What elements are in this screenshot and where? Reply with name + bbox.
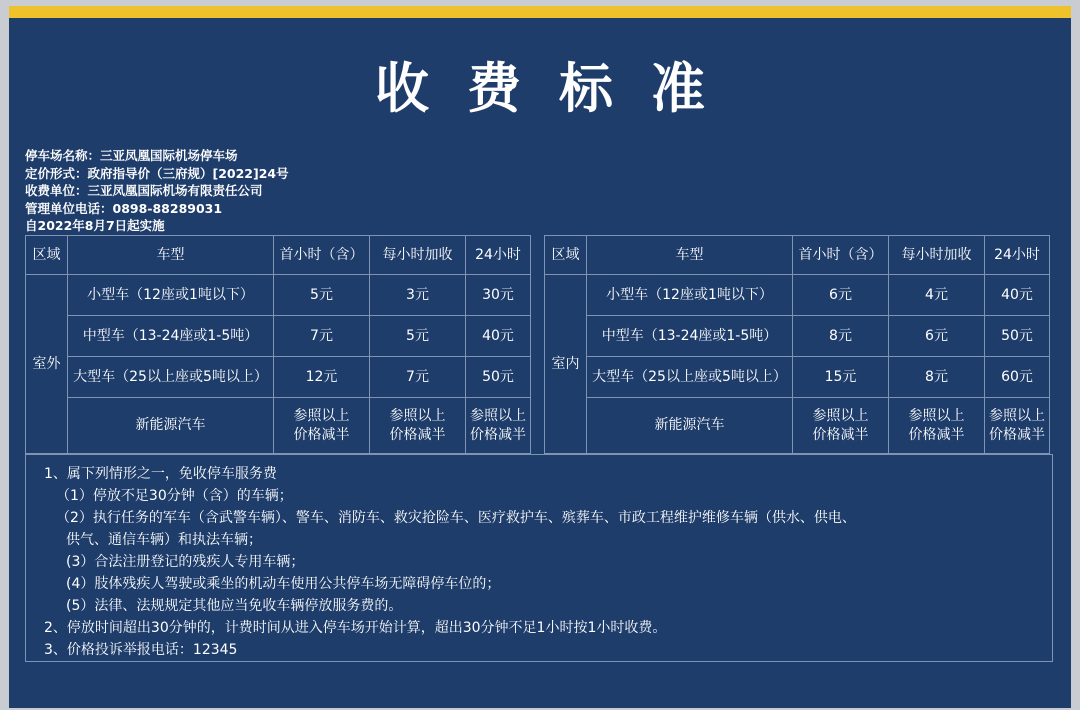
note-1-item-5: (5）法律、法规规定其他应当免收车辆停放服务费的。 xyxy=(66,598,403,614)
day-cap-cell: 40元 xyxy=(985,275,1050,316)
day-cap-cell: 30元 xyxy=(466,275,531,316)
header-per-hour: 每小时加收 xyxy=(889,236,985,275)
per-hour-cell xyxy=(370,398,466,454)
half-price-line2: 价格减半 xyxy=(389,426,446,443)
note-2: 2、停放时间超出30分钟的，计费时间从进入停车场开始计算，超出30分钟不足1小时按1小时收费。 xyxy=(44,620,667,636)
header-first-hour: 首小时（含） xyxy=(274,236,370,275)
day-cap-cell xyxy=(985,398,1050,454)
per-hour-cell: 5元 xyxy=(370,316,466,357)
header-vehicle-type: 车型 xyxy=(587,236,793,275)
first-hour-cell: 12元 xyxy=(274,357,370,398)
table-row xyxy=(26,316,531,357)
half-price-line1: 参照以上 xyxy=(908,407,965,424)
note-1: 1、属下列情形之一，免收停车服务费 xyxy=(44,466,277,482)
area-cell: 室外 xyxy=(26,275,68,454)
note-1-item-3: (3）合法注册登记的残疾人专用车辆； xyxy=(66,554,305,570)
note-1-item-4: (4）肢体残疾人驾驶或乘坐的机动车使用公共停车场无障碍停车位的； xyxy=(66,576,501,592)
outdoor-fee-table xyxy=(25,235,531,454)
info-effective-date: 自2022年8月7日起实施 xyxy=(25,218,165,234)
half-price-line2: 价格减半 xyxy=(908,426,965,443)
header-vehicle-type: 车型 xyxy=(68,236,274,275)
half-price-line2: 价格减半 xyxy=(293,426,350,443)
info-parking-name: 停车场名称：三亚凤凰国际机场停车场 xyxy=(25,148,238,163)
half-price-line1: 参照以上 xyxy=(470,407,526,424)
half-price-line1: 参照以上 xyxy=(389,407,446,424)
table-row xyxy=(26,275,531,316)
per-hour-cell: 3元 xyxy=(370,275,466,316)
per-hour-cell: 4元 xyxy=(889,275,985,316)
half-price-line1: 参照以上 xyxy=(812,407,869,424)
table-row-new-energy xyxy=(26,398,531,454)
table-row xyxy=(26,357,531,398)
page-title: 收费标准 xyxy=(375,57,743,120)
first-hour-cell: 5元 xyxy=(274,275,370,316)
table-row xyxy=(545,357,1050,398)
header-first-hour: 首小时（含） xyxy=(793,236,889,275)
parking-info xyxy=(25,147,289,235)
per-hour-cell xyxy=(889,398,985,454)
note-1-item-1: （1）停放不足30分钟（含）的车辆； xyxy=(56,488,293,504)
day-cap-cell: 60元 xyxy=(985,357,1050,398)
per-hour-cell: 6元 xyxy=(889,316,985,357)
header-per-hour: 每小时加收 xyxy=(370,236,466,275)
day-cap-cell: 50元 xyxy=(466,357,531,398)
header-24-hours: 24小时 xyxy=(466,236,531,275)
first-hour-cell xyxy=(274,398,370,454)
table-row xyxy=(545,316,1050,357)
note-1-item-2: （2）执行任务的军车（含武警车辆）、警车、消防车、救灾抢险车、医疗救护车、殡葬车、市政工程维护维修车辆（供水、供电、 xyxy=(56,510,856,526)
first-hour-cell: 7元 xyxy=(274,316,370,357)
half-price-line2: 价格减半 xyxy=(812,426,869,443)
vehicle-type-cell: 中型车（13-24座或1-5吨） xyxy=(587,316,793,357)
day-cap-cell xyxy=(466,398,531,454)
first-hour-cell xyxy=(793,398,889,454)
fee-standard-board xyxy=(9,6,1071,708)
notes-box xyxy=(25,454,1053,662)
half-price-line1: 参照以上 xyxy=(293,407,350,424)
per-hour-cell: 7元 xyxy=(370,357,466,398)
header-area: 区域 xyxy=(26,236,68,275)
day-cap-cell: 40元 xyxy=(466,316,531,357)
half-price-line1: 参照以上 xyxy=(989,407,1045,424)
vehicle-type-cell: 大型车（25以上座或5吨以上） xyxy=(68,357,274,398)
area-cell: 室内 xyxy=(545,275,587,454)
first-hour-cell: 6元 xyxy=(793,275,889,316)
vehicle-type-cell: 中型车（13-24座或1-5吨） xyxy=(68,316,274,357)
info-charging-unit: 收费单位：三亚凤凰国际机场有限责任公司 xyxy=(25,183,263,199)
info-phone: 管理单位电话：0898-88289031 xyxy=(25,200,223,216)
half-price-line2: 价格减半 xyxy=(989,426,1045,443)
vehicle-type-cell: 小型车（12座或1吨以下） xyxy=(68,275,274,316)
vehicle-type-cell: 小型车（12座或1吨以下） xyxy=(587,275,793,316)
vehicle-type-cell: 新能源汽车 xyxy=(68,398,274,454)
per-hour-cell: 8元 xyxy=(889,357,985,398)
indoor-fee-table xyxy=(544,235,1050,454)
note-3: 3、价格投诉举报电话：12345 xyxy=(44,642,238,658)
table-row-new-energy xyxy=(545,398,1050,454)
top-accent-bar xyxy=(9,6,1071,18)
vehicle-type-cell: 大型车（25以上座或5吨以上） xyxy=(587,357,793,398)
day-cap-cell: 50元 xyxy=(985,316,1050,357)
note-1-item-2-cont: 供气、通信车辆）和执法车辆； xyxy=(66,532,262,548)
first-hour-cell: 8元 xyxy=(793,316,889,357)
header-area: 区域 xyxy=(545,236,587,275)
first-hour-cell: 15元 xyxy=(793,357,889,398)
vehicle-type-cell: 新能源汽车 xyxy=(587,398,793,454)
header-24-hours: 24小时 xyxy=(985,236,1050,275)
info-pricing-form: 定价形式：政府指导价（三府规）[2022]24号 xyxy=(25,165,289,181)
table-row xyxy=(545,275,1050,316)
half-price-line2: 价格减半 xyxy=(470,426,526,443)
